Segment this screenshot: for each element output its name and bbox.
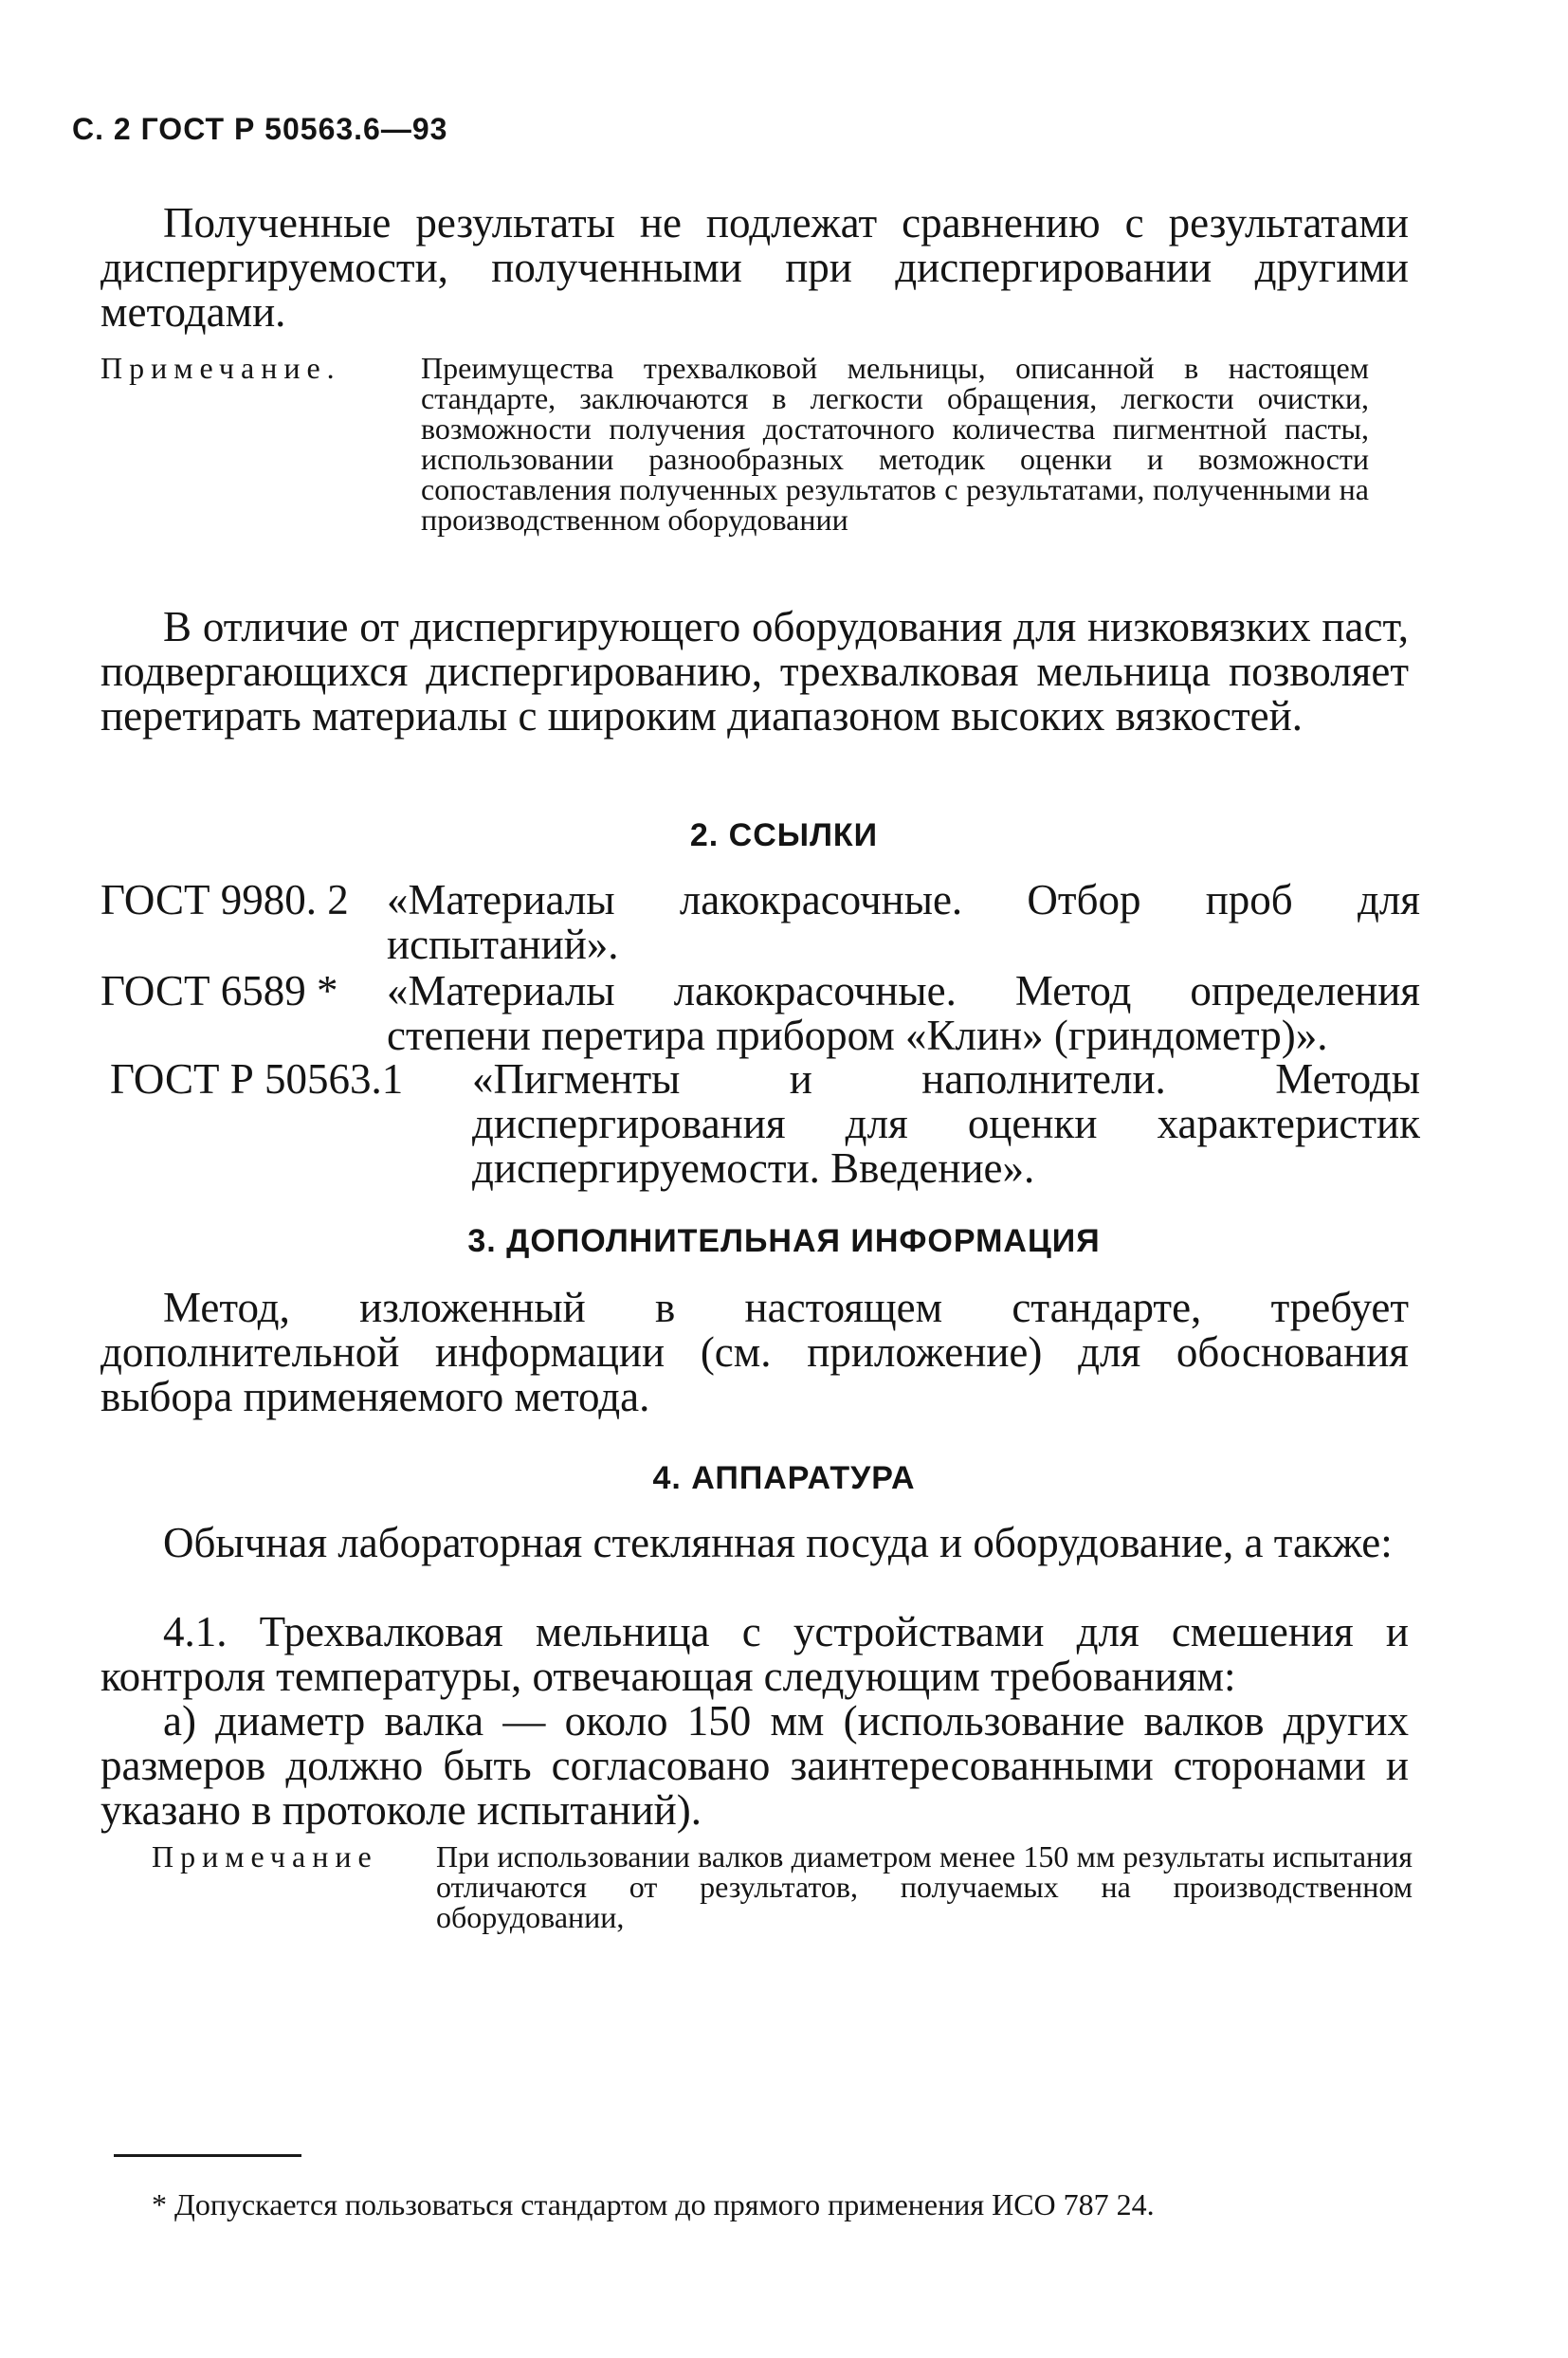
- note-text: Преимущества трехвалковой мельницы, описанной в настоящем стандарте, заключаются в легкости обращения, легкости очистки, возможности получения достаточного количества пигментной пасты, использовании разнообразных методик оценки и возможности сопоставления полученных результатов с результатами, полученными на производственном оборудовании: [421, 351, 1369, 537]
- reference-code: ГОСТ 9980. 2: [100, 876, 349, 923]
- reference-title: «Пигменты и наполнители. Методы диспергирования для оценки характеристик диспергируемости. Введение».: [472, 1055, 1420, 1192]
- paragraph-viscosity: В отличие от диспергирующего оборудования для низковязких паст, подвергающихся диспергированию, трехвалковая мельница позволяет перетирать материалы с широким диапазоном высоких вязкостей.: [100, 603, 1409, 740]
- reference-title: «Материалы лакокрасочные. Метод определения степени перетира прибором «Клин» (гриндометр)».: [387, 967, 1420, 1059]
- reference-code: ГОСТ Р 50563.1: [110, 1055, 404, 1103]
- reference-code: ГОСТ 6589 *: [100, 967, 338, 1014]
- footnote: * Допускается пользоваться стандартом до прямого применения ИСО 787 24.: [152, 2187, 1155, 2221]
- section-title-additional-info: 3. ДОПОЛНИТЕЛЬНАЯ ИНФОРМАЦИЯ: [467, 1223, 1101, 1259]
- note-label: Примечание.: [100, 351, 341, 385]
- footnote-divider: [114, 2154, 301, 2157]
- section-title-apparatus: 4. АППАРАТУРА: [652, 1460, 916, 1496]
- paragraph-apparatus-intro: Обычная лабораторная стеклянная посуда и оборудование, а также:: [163, 1519, 1393, 1566]
- paragraph-item-a: а) диаметр валка — около 150 мм (использование валков других размеров должно быть согласовано заинтересованными сторонами и указано в протоколе испытаний).: [100, 1697, 1409, 1834]
- paragraph-item-4-1: 4.1. Трехвалковая мельница с устройствами для смешения и контроля температуры, отвечающая следующим требованиям:: [100, 1608, 1409, 1700]
- note-text: При использовании валков диаметром менее 150 мм результаты испытания отличаются от результатов, получаемых на производственном оборудовании,: [436, 1839, 1413, 1934]
- reference-title: «Материалы лакокрасочные. Отбор проб для испытаний».: [387, 876, 1420, 968]
- paragraph-additional-info: Метод, изложенный в настоящем стандарте, требует дополнительной информации (см. приложение) для обоснования выбора применяемого метода.: [100, 1284, 1409, 1420]
- note-label: Примечание: [152, 1839, 378, 1874]
- paragraph-results: Полученные результаты не подлежат сравнению с результатами диспергируемости, полученными при диспергировании другими методами.: [100, 199, 1409, 336]
- section-title-references: 2. ССЫЛКИ: [689, 817, 879, 853]
- page-header: С. 2 ГОСТ Р 50563.6—93: [72, 112, 448, 146]
